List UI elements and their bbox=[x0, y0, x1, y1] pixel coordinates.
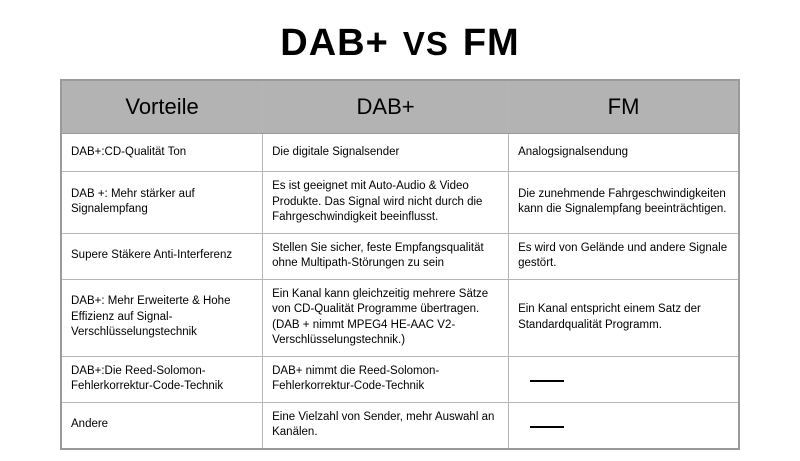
cell-vorteile: DAB+: Mehr Erweiterte & Hohe Effizienz auf Signal-Verschlüsselungstechnik bbox=[61, 279, 263, 356]
cell-dab: Eine Vielzahl von Sender, mehr Auswahl an Kanälen. bbox=[263, 402, 509, 449]
cell-vorteile: DAB+:Die Reed-Solomon-Fehlerkorrektur-Code-Technik bbox=[61, 356, 263, 402]
table-row bbox=[61, 134, 739, 172]
cell-dab: Ein Kanal kann gleichzeitig mehrere Sätze von CD-Qualität Programme übertragen.(DAB + nimmt MPEG4 HE-AAC V2-Verschlüsselungstechnik.) bbox=[263, 279, 509, 356]
cell-vorteile: DAB +: Mehr stärker auf Signalempfang bbox=[61, 172, 263, 234]
cell-vorteile: Supere Stäkere Anti-Interferenz bbox=[61, 233, 263, 279]
table-row bbox=[61, 233, 739, 279]
column-header-vorteile: Vorteile bbox=[61, 80, 263, 134]
cell-vorteile: Andere bbox=[61, 402, 263, 449]
cell-dab: DAB+ nimmt die Reed-Solomon-Fehlerkorrektur-Code-Technik bbox=[263, 356, 509, 402]
cell-dab: Stellen Sie sicher, feste Empfangsqualität ohne Multipath-Störungen zu sein bbox=[263, 233, 509, 279]
cell-vorteile: DAB+:CD-Qualität Ton bbox=[61, 134, 263, 172]
comparison-table-wrapper bbox=[60, 79, 740, 450]
cell-fm bbox=[509, 402, 739, 449]
empty-dash-icon bbox=[530, 417, 564, 428]
page-title-left: DAB+ bbox=[280, 22, 389, 64]
cell-fm: Analogsignalsendung bbox=[509, 134, 739, 172]
cell-fm: Es wird von Gelände und andere Signale gestört. bbox=[509, 233, 739, 279]
cell-fm: Die zunehmende Fahrgeschwindigkeiten kann die Signalempfang beeinträchtigen. bbox=[509, 172, 739, 234]
table-header-row bbox=[61, 80, 739, 134]
column-header-dab: DAB+ bbox=[263, 80, 509, 134]
table-row bbox=[61, 402, 739, 449]
page-title-vs: VS bbox=[402, 25, 449, 62]
cell-fm: Ein Kanal entspricht einem Satz der Standardqualität Programm. bbox=[509, 279, 739, 356]
table-body bbox=[61, 134, 739, 449]
table-row bbox=[61, 356, 739, 402]
table-row bbox=[61, 172, 739, 234]
empty-dash-icon bbox=[530, 371, 564, 382]
cell-dab: Die digitale Signalsender bbox=[263, 134, 509, 172]
column-header-fm: FM bbox=[509, 80, 739, 134]
page-title-right: FM bbox=[462, 22, 520, 64]
table-row bbox=[61, 279, 739, 356]
page-title bbox=[0, 0, 800, 79]
cell-fm bbox=[509, 356, 739, 402]
cell-dab: Es ist geeignet mit Auto-Audio & Video Produkte. Das Signal wird nicht durch die Fahrgeschwindigkeit beeinflusst. bbox=[263, 172, 509, 234]
comparison-table bbox=[60, 79, 740, 450]
table-header bbox=[61, 80, 739, 134]
